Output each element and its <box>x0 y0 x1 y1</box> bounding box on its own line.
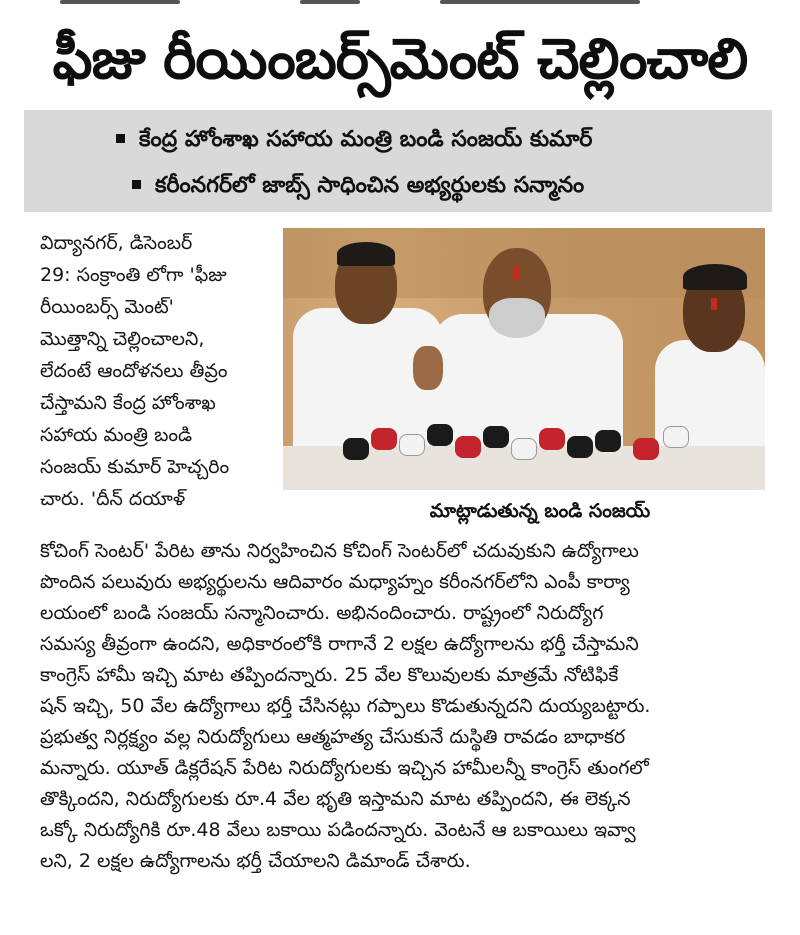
headline: ఫీజు రీయింబర్స్‌మెంట్ చెల్లించాలి <box>52 27 748 92</box>
press-conference-photo <box>283 228 765 490</box>
column-line: రీయింబర్స్ మెంట్' <box>40 296 174 318</box>
body-line: తొక్కిందని, నిరుద్యోగులకు రూ.4 వేల భృతి ఇస్తామని మాట తప్పిందని, ఈ లెక్కన <box>40 788 631 810</box>
body-line: మన్నారు. యూత్ డిక్లరేషన్ పేరిట నిరుద్యోగులకు ఇచ్చిన హామీలన్నీ కాంగ్రెస్ తుంగలో <box>40 757 649 779</box>
column-line: విద్యానగర్, డిసెంబర్ <box>40 232 193 254</box>
body-line: కోచింగ్ సెంటర్' పేరిట తాను నిర్వహించిన కోచింగ్ సెంటర్‌లో చదువుకుని ఉద్యోగాలు <box>40 540 639 562</box>
raised-hand <box>413 346 443 390</box>
column-line: లేదంటే ఆందోళనలు తీవ్రం <box>40 360 228 382</box>
column-line: చేస్తామని కేంద్ర హోంశాఖ <box>40 392 216 414</box>
body-line: ప్రభుత్వ నిర్లక్ష్యం వల్ల నిరుద్యోగులు ఆత్మహత్య చేసుకునే దుస్థితి రావడం బాధాకర <box>40 726 626 748</box>
subheadline-1 <box>116 120 592 160</box>
subheadline-box <box>24 110 772 212</box>
column-line: సంజయ్ కుమార్ హెచ్చరిం <box>40 456 230 478</box>
body-line: పొందిన పలువురు అభ్యర్థులను ఆదివారం మధ్యాహ్నం కరీంనగర్‌లోని ఎంపీ కార్యా <box>40 571 630 593</box>
body-line: లయంలో బండి సంజయ్ సన్మానించారు. అభినందించారు. రాష్ట్రంలో నిరుద్యోగ <box>40 602 604 624</box>
photo-caption: మాట్లాడుతున్న బండి సంజయ్ <box>429 500 651 522</box>
column-line: మొత్తాన్ని చెల్లించాలని, <box>40 328 205 350</box>
column-line: చారు. 'దీన్ దయాళ్ <box>40 488 186 510</box>
body-line: ఒక్కో నిరుద్యోగికి రూ.48 వేలు బకాయి పడిందన్నారు. వెంటనే ఆ బకాయిలు ఇవ్వా <box>40 819 636 841</box>
body-line: షన్ ఇచ్చి, 50 వేల ఉద్యోగాలు భర్తీ చేసినట్లు గప్పాలు కొడుతున్నదని దుయ్యబట్టారు. <box>40 695 651 717</box>
column-line: సహాయ మంత్రి బండి <box>40 424 193 446</box>
clipped-text-strip <box>0 0 800 8</box>
body-line: లని, 2 లక్షల ఉద్యోగాలను భర్తీ చేయాలని డిమాండ్ చేశారు. <box>40 850 471 872</box>
body-line: కాంగ్రెస్ హామీ ఇచ్చి మాట తప్పిందన్నారు. 25 వేల కొలువులకు మాత్రమే నోటిఫికే <box>40 664 619 686</box>
subheadline-2-text: కరీంనగర్‌లో జాబ్స్ సాధించిన అభ్యర్థులకు సన్మానం <box>155 173 585 198</box>
bullet-square-icon <box>132 180 141 189</box>
subheadline-1-text: కేంద్ర హోంశాఖ సహాయ మంత్రి బండి సంజయ్ కుమార్ <box>139 127 593 152</box>
subheadline-2 <box>132 166 584 206</box>
bullet-square-icon <box>116 134 125 143</box>
microphone-cluster <box>343 424 703 464</box>
column-line: 29: సంక్రాంతి లోగా 'ఫీజు <box>40 264 227 286</box>
body-line: సమస్య తీవ్రంగా ఉందని, అధికారంలోకి రాగానే 2 లక్షల ఉద్యోగాలను భర్తీ చేస్తామని <box>40 633 639 655</box>
